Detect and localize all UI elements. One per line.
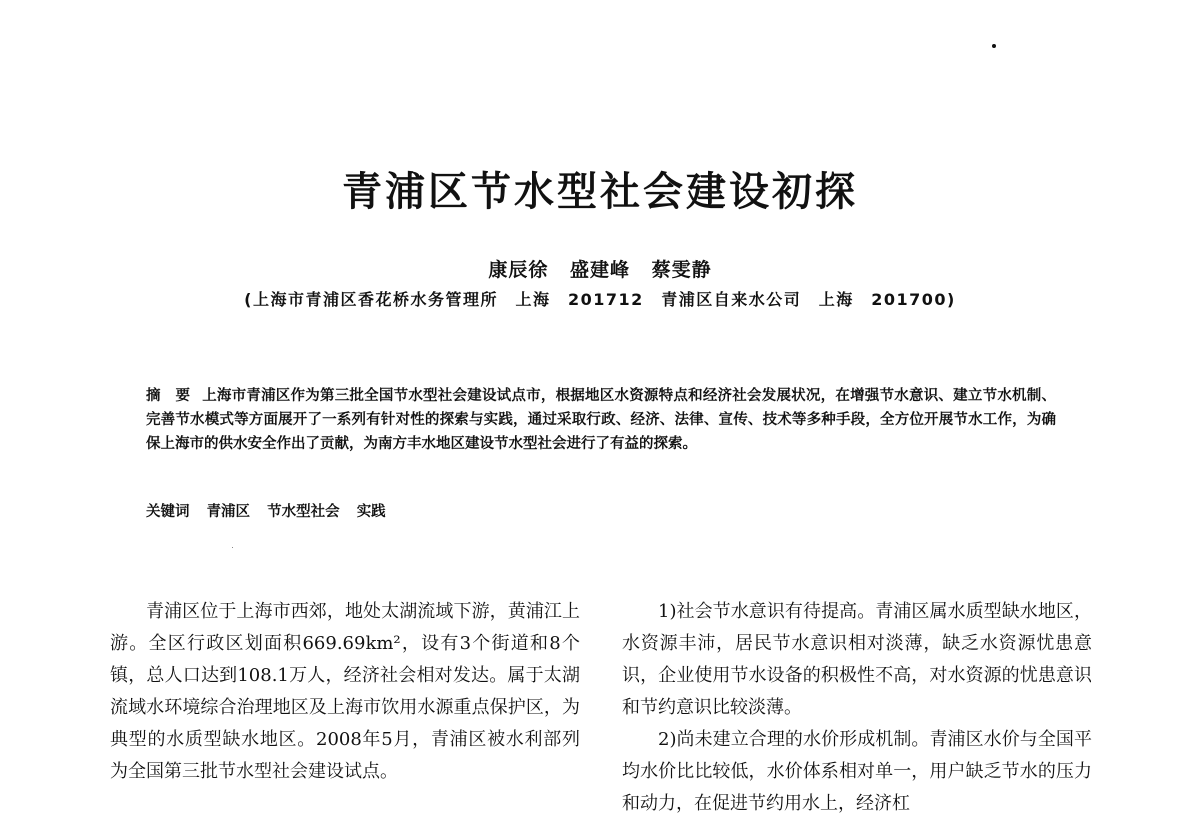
- keywords-block: [146, 500, 1056, 524]
- abstract-block: [146, 384, 1056, 456]
- author-name: 康辰徐: [488, 259, 549, 281]
- body-paragraph: 2)尚未建立合理的水价形成机制。青浦区水价与全国平均水价比比较低，水价体系相对单一，用户缺乏节水的压力和动力，在促进节约用水上，经济杠: [622, 729, 1092, 814]
- article-title: 青浦区节水型社会建设初探: [342, 168, 858, 215]
- author-list: [0, 255, 1200, 282]
- keyword: 青浦区: [206, 504, 251, 520]
- author-name: 蔡雯静: [651, 259, 712, 281]
- body-column-left: [110, 596, 580, 788]
- body-paragraph: 青浦区位于上海市西郊，地处太湖流域下游，黄浦江上游。全区行政区划面积669.69km²，设有3个街道和8个镇，总人口达到108.1万人，经济社会相对发达。属于太湖流域水环境综合治理地区及上海市饮用水源重点保护区，为典型的水质型缺水地区。2008年5月，青浦区被水利部列为全国第三批节水型社会建设试点。: [110, 601, 580, 782]
- keywords-label: 关键词: [146, 504, 190, 520]
- scan-speck: [232, 547, 233, 548]
- keyword: 节水型社会: [267, 504, 340, 520]
- keyword: 实践: [356, 504, 386, 520]
- page-mark-dot: [992, 44, 996, 48]
- abstract-text: 上海市青浦区作为第三批全国节水型社会建设试点市，根据地区水资源特点和经济社会发展状况，在增强节水意识、建立节水机制、完善节水模式等方面展开了一系列有针对性的探索与实践，通过采取行政、经济、法律、宣传、技术等多种手段，全方位开展节水工作，为确保上海市的供水安全作出了贡献，为南方丰水地区建设节水型社会进行了有益的探索。: [146, 388, 1057, 452]
- abstract-label: 摘 要: [146, 388, 191, 404]
- body-paragraph: 1)社会节水意识有待提高。青浦区属水质型缺水地区，水资源丰沛，居民节水意识相对淡薄，缺乏水资源忧患意识，企业使用节水设备的积极性不高，对水资源的忧患意识和节约意识比较淡薄。: [622, 601, 1092, 718]
- author-affiliation: (上海市青浦区香花桥水务管理所 上海 201712 青浦区自来水公司 上海 201700): [244, 290, 956, 309]
- body-column-right: [622, 596, 1092, 820]
- author-name: 盛建峰: [569, 259, 630, 281]
